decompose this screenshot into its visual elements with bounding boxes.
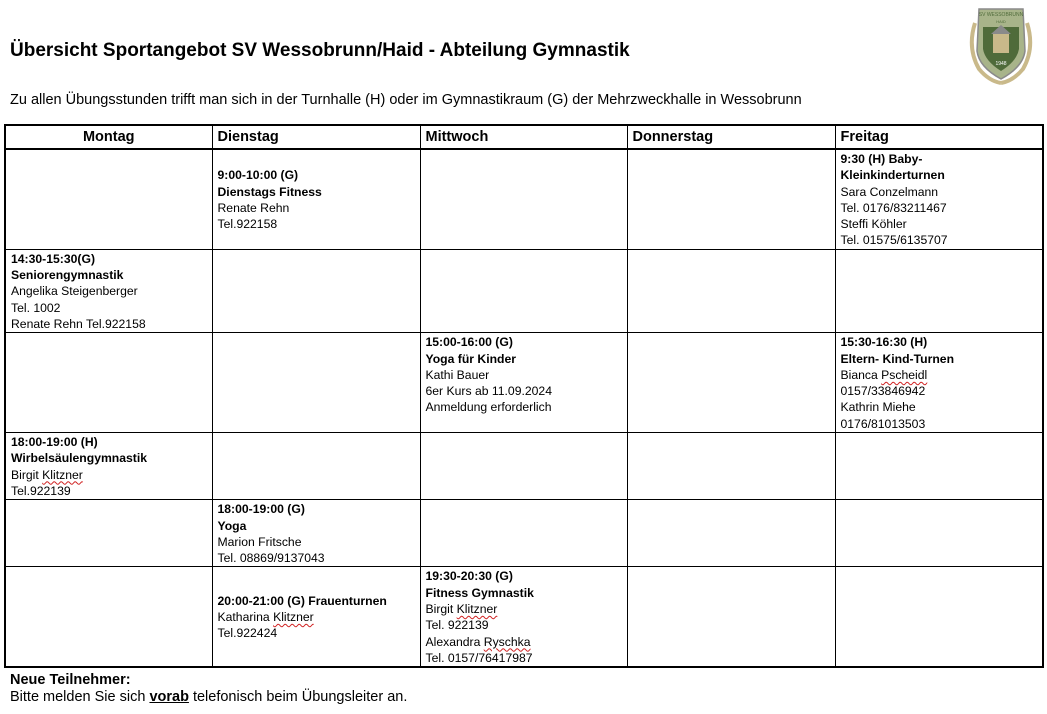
table-cell-empty: [5, 149, 212, 249]
course-phone: Tel.922424: [217, 626, 278, 641]
trainer-first-name: Alexandra: [425, 634, 481, 649]
club-crest-logo: [965, 3, 1037, 85]
trainer-last-name: Pscheidl: [881, 367, 928, 382]
table-row: [5, 567, 1043, 667]
trainer-last-name: Klitzner: [273, 610, 314, 625]
footer-text: [10, 689, 407, 705]
course-eltern-kind-turnen: [835, 333, 1043, 433]
course-yoga: [212, 500, 420, 567]
table-row: [5, 149, 1043, 249]
schedule-table: [4, 124, 1044, 668]
table-cell-empty: [627, 500, 835, 567]
trainer-first-name: Bianca: [840, 367, 878, 382]
course-trainer: [218, 609, 415, 625]
course-time: 15:30-16:30 (H): [840, 335, 928, 350]
footer-title: Neue Teilnehmer:: [10, 672, 131, 688]
table-cell-empty: [5, 500, 212, 567]
footer-text-after: telefonisch beim Übungsleiter an.: [188, 689, 408, 705]
trainer-last-name: Ryschka: [483, 634, 531, 649]
course-trainer: [426, 601, 622, 617]
table-cell-empty: [835, 500, 1043, 567]
course-time: 19:30-20:30 (G): [425, 569, 513, 584]
course-note: 6er Kurs ab 11.09.2024: [425, 384, 552, 399]
trainer-first-name: Birgit: [11, 467, 39, 482]
table-cell-empty: [5, 567, 212, 667]
course-name: Eltern- Kind-Turnen: [840, 351, 955, 366]
course-trainer: [11, 467, 207, 483]
page-title: Übersicht Sportangebot SV Wessobrunn/Haid - Abteilung Gymnastik: [10, 40, 630, 61]
table-cell-empty: [627, 433, 835, 500]
course-phone: 0157/33846942: [840, 384, 926, 399]
course-dienstags-fitness: [212, 149, 420, 249]
course-phone: Tel. 1002: [11, 300, 61, 315]
course-time: 9:30 (H) Baby-: [840, 152, 923, 166]
course-phone: Tel. 0157/76417987: [425, 650, 533, 665]
course-name: Dienstags Fitness: [217, 184, 322, 199]
table-cell-empty: [420, 149, 627, 249]
header-mittwoch: Mittwoch: [420, 125, 627, 149]
course-name: Kleinkinderturnen: [840, 168, 945, 183]
table-cell-empty: [835, 249, 1043, 332]
course-name: Yoga: [217, 518, 247, 533]
course-trainer: Sara Conzelmann: [840, 184, 939, 199]
course-time: 18:00-19:00 (H): [11, 435, 98, 450]
course-phone: Tel. 01575/6135707: [840, 233, 948, 248]
course-seniorengymnastik: [5, 249, 212, 332]
course-trainer: Steffi Köhler: [840, 217, 907, 232]
course-name: Yoga für Kinder: [425, 351, 517, 366]
course-wirbelsaeulengymnastik: [5, 433, 212, 500]
table-cell-empty: [420, 433, 627, 500]
course-time: 18:00-19:00 (G): [217, 502, 305, 517]
crest-building-icon: [993, 33, 1009, 53]
table-row: [5, 249, 1043, 332]
course-trainer: Kathrin Miehe: [840, 400, 916, 415]
crest-text-top: SV WESSOBRUNN: [978, 12, 1024, 18]
course-trainer: [426, 634, 622, 650]
table-cell-empty: [420, 500, 627, 567]
course-phone: Tel. 922139: [425, 618, 489, 633]
table-cell-empty: [420, 249, 627, 332]
course-frauenturnen: [212, 567, 420, 667]
table-cell-empty: [627, 149, 835, 249]
trainer-last-name: Klitzner: [456, 602, 498, 617]
table-row: [5, 433, 1043, 500]
course-fitness-gymnastik: [420, 567, 627, 667]
course-time: 15:00-16:00 (G): [425, 335, 513, 350]
trainer-first-name: Katharina: [217, 610, 270, 625]
header-montag: Montag: [5, 125, 212, 149]
header-freitag: Freitag: [835, 125, 1043, 149]
course-phone: Tel. 0176/83211467: [840, 200, 947, 215]
course-yoga-fuer-kinder: [420, 333, 627, 433]
course-name: Wirbelsäulengymnastik: [11, 451, 148, 466]
course-trainer: [841, 367, 1038, 383]
course-trainer: Angelika Steigenberger: [11, 284, 138, 299]
course-trainer: Renate Rehn: [217, 200, 290, 215]
course-phone: Tel.922139: [11, 483, 71, 498]
table-cell-empty: [627, 249, 835, 332]
trainer-first-name: Birgit: [425, 602, 454, 617]
course-trainer: Marion Fritsche: [217, 534, 302, 549]
course-time: 9:00-10:00 (G): [217, 168, 299, 183]
table-row: [5, 500, 1043, 567]
course-phone: 0176/81013503: [840, 416, 926, 431]
course-name: Fitness Gymnastik: [425, 585, 534, 600]
table-cell-empty: [212, 333, 420, 433]
table-row: [5, 333, 1043, 433]
course-trainer: Renate Rehn Tel.922158: [11, 316, 146, 331]
table-cell-empty: [835, 567, 1043, 667]
crest-text-mid: HAID: [996, 19, 1006, 24]
course-name: Seniorengymnastik: [11, 268, 124, 283]
footer-text-before: Bitte melden Sie sich: [10, 689, 150, 705]
table-cell-empty: [212, 433, 420, 500]
course-note: Anmeldung erforderlich: [425, 400, 552, 415]
course-phone: Tel. 08869/9137043: [217, 551, 325, 566]
course-time-name: 20:00-21:00 (G) Frauenturnen: [217, 593, 387, 608]
course-trainer: Kathi Bauer: [425, 367, 490, 382]
crest-year: 1948: [995, 61, 1007, 67]
trainer-last-name: Klitzner: [42, 467, 83, 482]
table-cell-empty: [835, 433, 1043, 500]
table-cell-empty: [627, 567, 835, 667]
table-header-row: [5, 125, 1043, 149]
footer-text-emphasis: vorab: [149, 689, 189, 705]
table-cell-empty: [212, 249, 420, 332]
course-time: 14:30-15:30(G): [11, 251, 95, 266]
table-cell-empty: [627, 333, 835, 433]
course-baby-kleinkinderturnen: [835, 149, 1043, 249]
header-dienstag: Dienstag: [212, 125, 420, 149]
table-cell-empty: [5, 333, 212, 433]
course-phone: Tel.922158: [217, 217, 278, 232]
header-donnerstag: Donnerstag: [627, 125, 835, 149]
page-subtitle: Zu allen Übungsstunden trifft man sich in der Turnhalle (H) oder im Gymnastikraum (G) der Mehrzweckhalle in Wessobrunn: [10, 92, 802, 108]
